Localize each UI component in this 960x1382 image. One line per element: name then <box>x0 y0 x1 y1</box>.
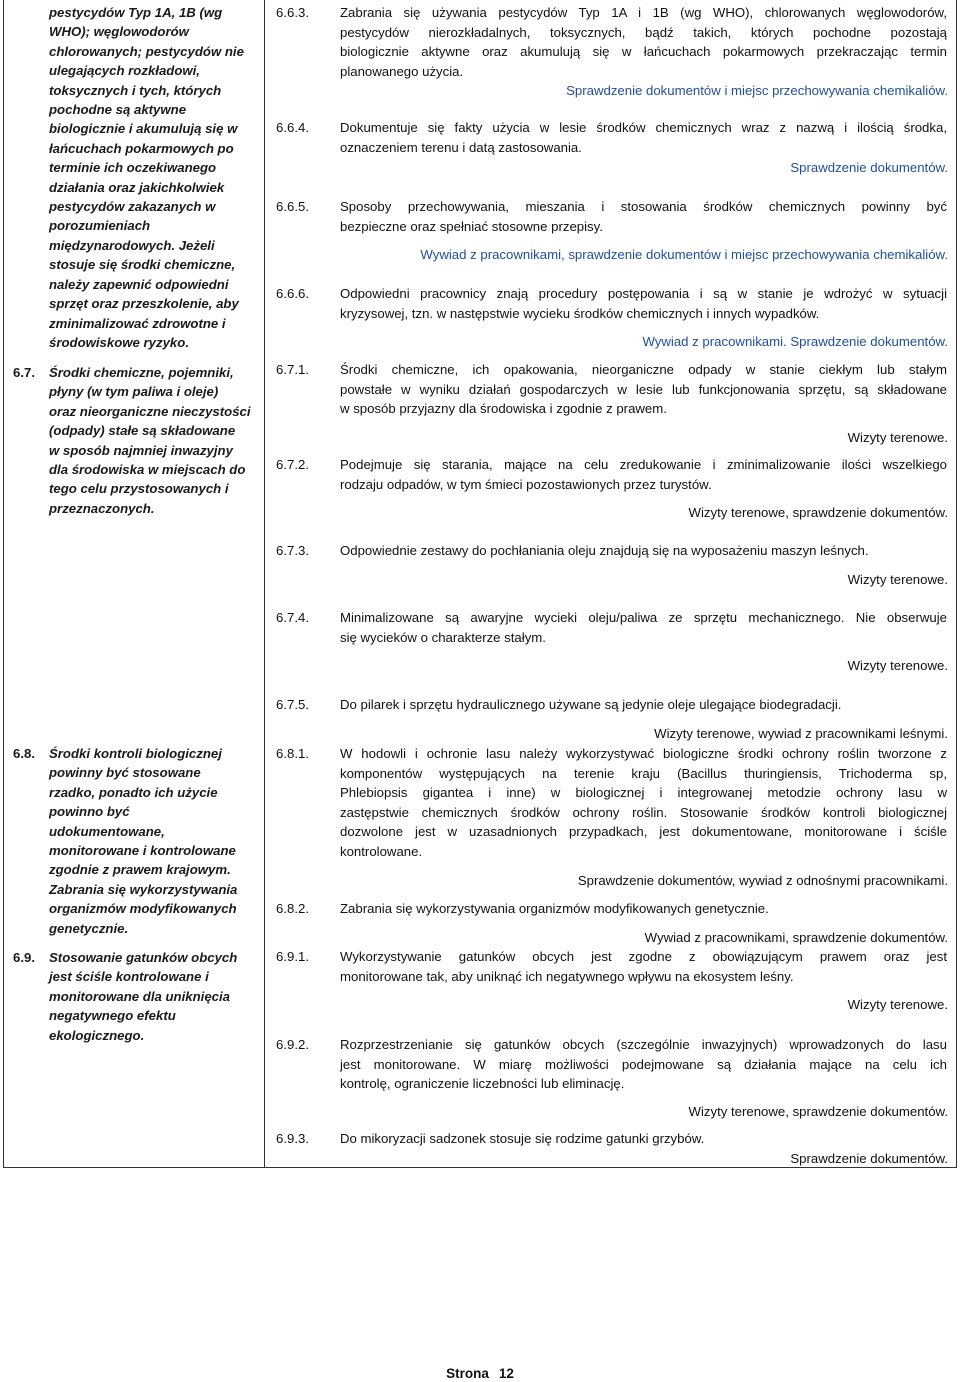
verification-method: Wywiad z pracownikami. Sprawdzenie dokumentów. <box>642 334 948 349</box>
verification-method: Wizyty terenowe. <box>847 572 948 587</box>
criterion-line: zgodnie z prawem krajowym. <box>49 862 231 878</box>
criterion-line: ulegających rozkładowi, <box>49 63 200 79</box>
criterion-line: łańcuchach pokarmowych po <box>49 140 234 156</box>
criterion-6-9 <box>49 948 257 1045</box>
criterion-line: udokumentowane, <box>49 823 165 839</box>
indicator-line: Zabrania się używania pestycydów Typ 1A i 1B (wg WHO), chlorowanych węglowodorów, <box>340 5 947 20</box>
criterion-line: terminie ich oczekiwanego <box>49 160 217 176</box>
criterion-line: w sposób najmniej inwazyjny <box>49 442 233 458</box>
criterion-line: Zabrania się wykorzystywania <box>49 881 238 897</box>
criterion-line: jest ściśle kontrolowane i <box>49 969 209 985</box>
indicator-number: 6.6.6. <box>276 286 309 301</box>
criterion-line: powinno być <box>49 804 130 820</box>
indicator-text <box>340 3 947 81</box>
criterion-line: powinny być stosowane <box>49 765 201 781</box>
criterion-line: środowiskowe ryzyko. <box>49 334 189 350</box>
criterion-line: pochodne są aktywne <box>49 102 187 118</box>
indicator-line: powstałe w wyniku działań gospodarczych w lesie lub funkcjonowania sprzętu, są składowane <box>340 381 947 397</box>
indicator-line: Środki chemiczne, ich opakowania, nieorganiczne odpady w stanie ciekłym lub stałym <box>340 362 947 377</box>
criterion-line: pestycydów Typ 1A, 1B (wg <box>49 5 223 20</box>
verification-method: Wywiad z pracownikami, sprawdzenie dokumentów i miejsc przechowywania chemikaliów. <box>420 247 948 262</box>
indicator-line: W hodowli i ochronie lasu należy wykorzystywać biologiczne środki ochrony roślin tworzone z <box>340 746 947 761</box>
indicator-6-6-3 <box>261 3 951 99</box>
indicator-number: 6.9.2. <box>276 1037 309 1052</box>
indicator-text <box>340 197 947 236</box>
criterion-line: sprzęt oraz przeszkolenie, aby <box>49 296 239 312</box>
page-label: Strona <box>446 1366 489 1381</box>
page-footer <box>0 1366 960 1381</box>
criterion-line: stosuje się środki chemiczne, <box>49 257 236 273</box>
criterion-line: (odpady) stałe są składowane <box>49 423 236 439</box>
indicator-line: Odpowiedni pracownicy znają procedury postępowania i są w stanie je wdrożyć w sytuacji <box>340 286 947 301</box>
criterion-line: Środki chemiczne, pojemniki, <box>49 365 234 380</box>
criterion-6-7 <box>49 363 257 518</box>
verification-method: Sprawdzenie dokumentów. <box>790 160 948 175</box>
criterion-line: rzadko, ponadto ich użycie <box>49 784 218 800</box>
verification-method: Wizyty terenowe. <box>847 658 948 673</box>
criterion-number: 6.7. <box>13 365 35 380</box>
criterion-line: płyny (w tym paliwa i oleje) <box>49 384 219 400</box>
criterion-line: tego celu przystosowanych i <box>49 481 229 497</box>
verification-method: Sprawdzenie dokumentów i miejsc przechowywania chemikaliów. <box>566 83 948 98</box>
indicator-text <box>340 455 947 494</box>
indicator-number: 6.8.2. <box>276 901 309 916</box>
criterion-number: 6.9. <box>13 950 35 965</box>
criterion-line: monitorowane i kontrolowane <box>49 843 236 859</box>
indicator-number: 6.7.1. <box>276 362 309 377</box>
verification-method: Wizyty terenowe. <box>847 997 948 1012</box>
indicator-line: Do pilarek i sprzętu hydraulicznego używane są jedynie oleje ulegające biodegradacji. <box>340 697 842 712</box>
indicator-6-7-3 <box>261 541 951 591</box>
indicator-6-7-2 <box>261 455 951 525</box>
criterion-line: zminimalizować zdrowotne i <box>49 315 226 331</box>
indicator-line: Sposoby przechowywania, mieszania i stosowania środków chemicznych powinny być <box>340 199 947 214</box>
indicator-text <box>340 899 947 919</box>
indicator-line: Dokumentuje się fakty użycia w lesie środków chemicznych wraz z nazwą i ilością środka, <box>340 120 947 135</box>
criterion-6-8 <box>49 744 257 938</box>
criterion-line: toksycznych i tych, których <box>49 82 222 98</box>
indicator-line: rodzaju odpadów, w tym śmieci pozostawionych przez turystów. <box>340 476 712 492</box>
indicator-number: 6.9.1. <box>276 949 309 964</box>
indicator-line: kontrolowane. <box>340 843 423 859</box>
indicator-line: się wycieków o charakterze stałym. <box>340 629 546 645</box>
indicator-number: 6.6.5. <box>276 199 309 214</box>
indicator-text <box>340 360 947 419</box>
indicator-line: bezpieczne oraz spełniać stosowne przepisy. <box>340 218 603 234</box>
indicator-text <box>340 1035 947 1094</box>
indicator-line: Wykorzystywanie gatunków obcych jest zgodne z obowiązującym prawem oraz jest <box>340 949 947 964</box>
indicator-6-9-1 <box>261 947 951 1017</box>
indicator-6-7-4 <box>261 608 951 678</box>
indicator-number: 6.7.5. <box>276 697 309 712</box>
indicator-text <box>340 541 947 561</box>
indicator-line: pestycydów nierozkładalnych, toksycznych, bądź takich, których pochodne pozostają <box>340 24 947 40</box>
criterion-line: negatywnego efektu <box>49 1008 176 1024</box>
indicator-text <box>340 695 947 715</box>
criterion-line: chlorowanych; pestycydów nie <box>49 43 244 59</box>
page-number: 12 <box>498 1366 514 1381</box>
criterion-line: Stosowanie gatunków obcych <box>49 950 238 965</box>
indicator-line: planowanego użycia. <box>340 63 464 79</box>
indicator-number: 6.9.3. <box>276 1131 309 1146</box>
indicator-line: jest monitorowane. W miarę możliwości podejmowane są działania mające na celu ich <box>340 1056 947 1072</box>
verification-method: Wizyty terenowe, sprawdzenie dokumentów. <box>688 505 948 520</box>
criterion-line: monitorowane dla uniknięcia <box>49 988 230 1004</box>
verification-method: Sprawdzenie dokumentów, wywiad z odnośnymi pracownikami. <box>577 873 948 888</box>
indicator-number: 6.7.2. <box>276 457 309 472</box>
indicator-number: 6.8.1. <box>276 746 309 761</box>
criterion-line: przeznaczonych. <box>49 500 155 516</box>
verification-method: Wizyty terenowe, sprawdzenie dokumentów. <box>688 1104 948 1119</box>
indicator-6-6-5 <box>261 197 951 262</box>
indicator-line: Phlebiopsis gigantea i inne) w biologicznej i integrowanej metodzie ochrony lasu w <box>340 785 947 801</box>
criterion-line: należy zapewnić odpowiedni <box>49 276 229 292</box>
indicator-line: Do mikoryzacji sadzonek stosuje się rodzime gatunki grzybów. <box>340 1131 705 1146</box>
indicator-line: w sposób przyjazny dla środowiska i zgodnie z prawem. <box>340 401 667 417</box>
indicator-number: 6.7.3. <box>276 543 309 558</box>
indicator-6-6-6 <box>261 284 951 349</box>
criterion-continued <box>49 3 257 352</box>
indicator-line: Odpowiednie zestawy do pochłaniania oleju znajdują się na wyposażeniu maszyn leśnych. <box>340 543 869 558</box>
indicator-line: zastępstwie chemicznych środków ochrony roślin. Stosowanie środków kontroli biologicznej <box>340 804 947 820</box>
indicator-line: oznaczeniem terenu i datą zastosowania. <box>340 139 582 155</box>
indicator-6-7-1 <box>261 360 951 450</box>
indicator-6-7-5 <box>261 695 951 745</box>
criterion-line: dla środowiska w miejscach do <box>49 462 246 478</box>
indicator-line: kontrolę, ograniczenie liczebności lub eliminację. <box>340 1076 625 1092</box>
verification-method: Sprawdzenie dokumentów. <box>790 1151 948 1166</box>
criterion-line: organizmów modyfikowanych <box>49 901 237 917</box>
indicator-line: biologicznie aktywne oraz akumulują się w łańcuchach pokarmowych przekraczając termin <box>340 44 947 60</box>
criterion-line: biologicznie i akumulują się w <box>49 121 238 137</box>
indicator-line: kryzysowej, tzn. w następstwie wycieku środków chemicznych i innych wypadków. <box>340 305 820 321</box>
indicator-6-6-4 <box>261 118 951 178</box>
indicator-6-8-1 <box>261 744 951 894</box>
indicator-number: 6.7.4. <box>276 610 309 625</box>
criterion-line: działania oraz jakichkolwiek <box>49 179 225 195</box>
criterion-line: WHO); węglowodorów <box>49 24 189 40</box>
verification-method: Wizyty terenowe, wywiad z pracownikami leśnymi. <box>654 726 948 741</box>
indicator-6-9-2 <box>261 1035 951 1125</box>
indicator-line: komponentów występujących na terenie kraju (Bacillus thuringiensis, Trichoderma sp, <box>340 765 947 781</box>
criterion-number: 6.8. <box>13 746 35 761</box>
indicator-line: dozwolone jest w uzasadnionych przypadkach, jest dokumentowane, monitorowane i ściśle <box>340 824 947 840</box>
criterion-line: genetycznie. <box>49 920 129 936</box>
criterion-line: ekologicznego. <box>49 1027 145 1043</box>
indicator-6-8-2 <box>261 899 951 949</box>
indicator-line: Rozprzestrzenianie się gatunków obcych (szczególnie inwazyjnych) wprowadzonych do lasu <box>340 1037 947 1052</box>
indicator-line: Minimalizowane są awaryjne wycieki oleju/paliwa ze sprzętu mechanicznego. Nie obserwuje <box>340 610 947 625</box>
indicator-line: monitorowane tak, aby uniknąć ich negatywnego wpływu na ekosystem leśny. <box>340 968 794 984</box>
criterion-line: pestycydów zakazanych w <box>49 199 216 215</box>
indicator-text <box>340 608 947 647</box>
indicator-line: Podejmuje się starania, mające na celu zredukowanie i zminimalizowanie ilości wszelkiego <box>340 457 947 472</box>
criterion-line: porozumieniach <box>49 218 151 234</box>
indicator-text <box>340 118 947 157</box>
indicator-text <box>340 947 947 986</box>
verification-method: Wywiad z pracownikami, sprawdzenie dokumentów. <box>644 930 948 945</box>
indicator-number: 6.6.4. <box>276 120 309 135</box>
indicator-6-9-3 <box>261 1129 951 1169</box>
criterion-line: Środki kontroli biologicznej <box>49 746 222 761</box>
criterion-line: międzynarodowych. Jeżeli <box>49 237 215 253</box>
criterion-line: oraz nieorganiczne nieczystości <box>49 403 251 419</box>
indicator-text <box>340 1129 947 1149</box>
indicator-number: 6.6.3. <box>276 5 309 20</box>
indicator-line: Zabrania się wykorzystywania organizmów modyfikowanych genetycznie. <box>340 901 769 916</box>
verification-method: Wizyty terenowe. <box>847 430 948 445</box>
indicator-text <box>340 744 947 862</box>
indicator-text <box>340 284 947 323</box>
